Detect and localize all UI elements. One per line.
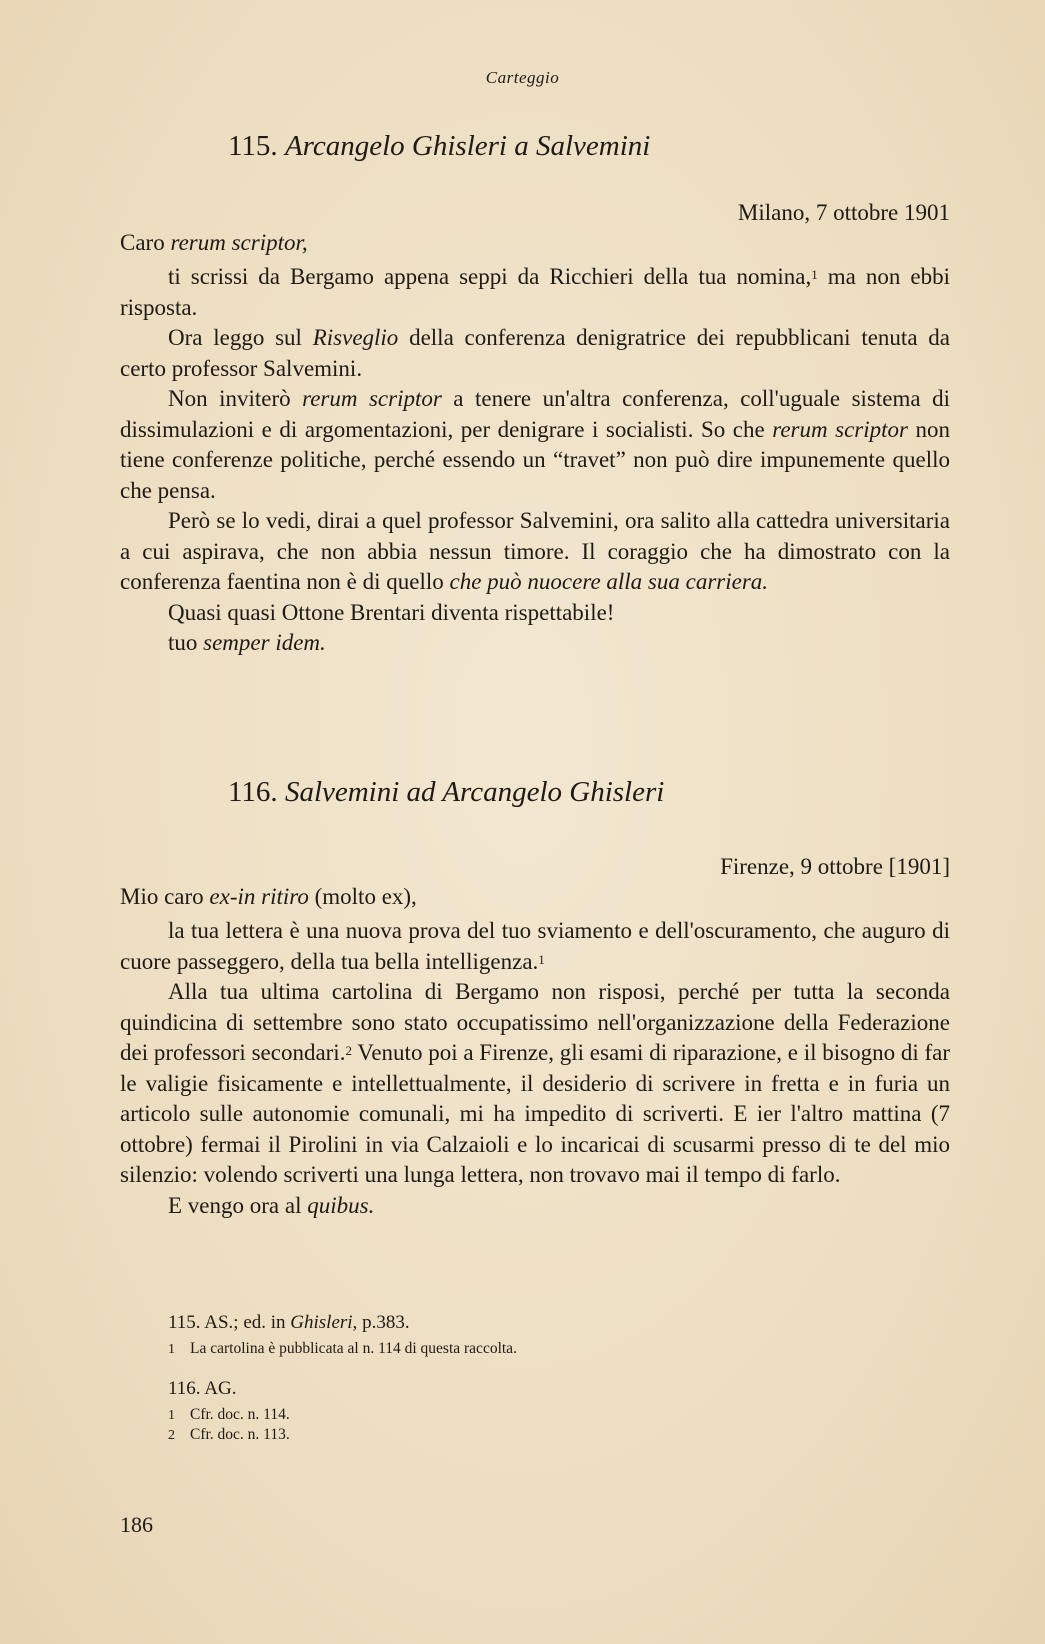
footnote-ref: 1: [538, 951, 545, 967]
salutation-text: Caro: [120, 230, 165, 255]
letter-115-dateline: Milano, 7 ottobre 1901: [737, 200, 950, 225]
paragraph: Non inviterò rerum scriptor a tenere un'altra conferenza, coll'uguale sistema di dissimulazioni e di argomentazioni, per denigrare i socialisti. So che rerum scriptor non tiene conferenze politiche, perché essendo un “travet” non può dire impunemente quello che pensa.: [120, 386, 950, 503]
letter-115-heading: [228, 130, 1045, 163]
paragraph: Alla tua ultima cartolina di Bergamo non risposi, perché per tutta la seconda quindicina di settembre sono stato occupatissimo nell'organizzazione della Federazione dei professori secondari.$^2$ Venuto poi a Firenze, gli esami di riparazione, e il bisogno di far le valigie fisicamente e intellettualmente, il desiderio di scrivere in fretta e in furia un articolo sulle autonomie comunali, mi ha impedito di scriverti. E ier l'altro mattina (7 ottobre) fermai il Pirolini in via Calzaioli e lo incaricai di scusarmi presso di te del mio silenzio: volendo scriverti una lunga lettera, non trovavo mai il tempo di farlo.: [120, 979, 951, 1187]
paragraph: la tua lettera è una nuova prova del tuo sviamento e dell'oscuramento, che auguro di cuore passeggero, della tua bella intelligenza.$^1$: [120, 918, 950, 974]
letter-title: Arcangelo Ghisleri a Salvemini: [284, 130, 651, 162]
footnote-item: 1 La cartolina è pubblicata al n. 114 di questa raccolta.: [168, 1340, 517, 1357]
paragraph: ti scrissi da Bergamo appena seppi da Ricchieri della tua nomina,$^1$ ma non ebbi risposta.: [120, 264, 950, 320]
letter-115-salutation: [120, 230, 308, 256]
footnotes-116: [168, 1378, 290, 1444]
footnote-heading: 115. AS.; ed. in Ghisleri, p.383.: [168, 1312, 410, 1333]
signature: tuo semper idem.: [168, 630, 326, 655]
footnote-ref: 1: [811, 267, 818, 282]
footnote-heading: 116. AG.: [168, 1378, 237, 1399]
paragraph: Ora leggo sul Risveglio della conferenza denigratrice dei repubblicani tenuta da certo professor Salvemini.: [120, 325, 951, 381]
page-number: 186: [120, 1512, 153, 1537]
letter-title: Salvemini ad Arcangelo Ghisleri: [284, 776, 665, 808]
letter-number: 116.: [228, 776, 278, 808]
letter-number: 115.: [228, 130, 278, 162]
salutation-italic: rerum scriptor,: [170, 230, 308, 255]
footnote-item: 1 Cfr. doc. n. 114.: [168, 1406, 290, 1423]
paragraph: E vengo ora al quibus.: [168, 1192, 375, 1218]
letter-116-heading: [228, 776, 1045, 809]
footnote-ref: 2: [345, 1043, 352, 1058]
paragraph: Però se lo vedi, dirai a quel professor Salvemini, ora salito alla cattedra universitaria a cui aspirava, che non abbia nessun timore. Il coraggio che ha dimostrato con la conferenza faentina non è di quello che può nuocere alla sua carriera.: [120, 508, 950, 594]
letter-116-salutation: Mio caro ex-in ritiro (molto ex),: [120, 884, 417, 909]
letter-116-body: [120, 916, 950, 1221]
running-head: Carteggio: [485, 68, 560, 87]
paragraph: Quasi quasi Ottone Brentari diventa rispettabile!: [168, 599, 615, 625]
footnote-item: 2 Cfr. doc. n. 113.: [168, 1426, 290, 1443]
footnotes-115: [168, 1312, 517, 1358]
letter-115-body: [120, 262, 950, 659]
letter-116-dateline: Firenze, 9 ottobre [1901]: [720, 854, 950, 879]
